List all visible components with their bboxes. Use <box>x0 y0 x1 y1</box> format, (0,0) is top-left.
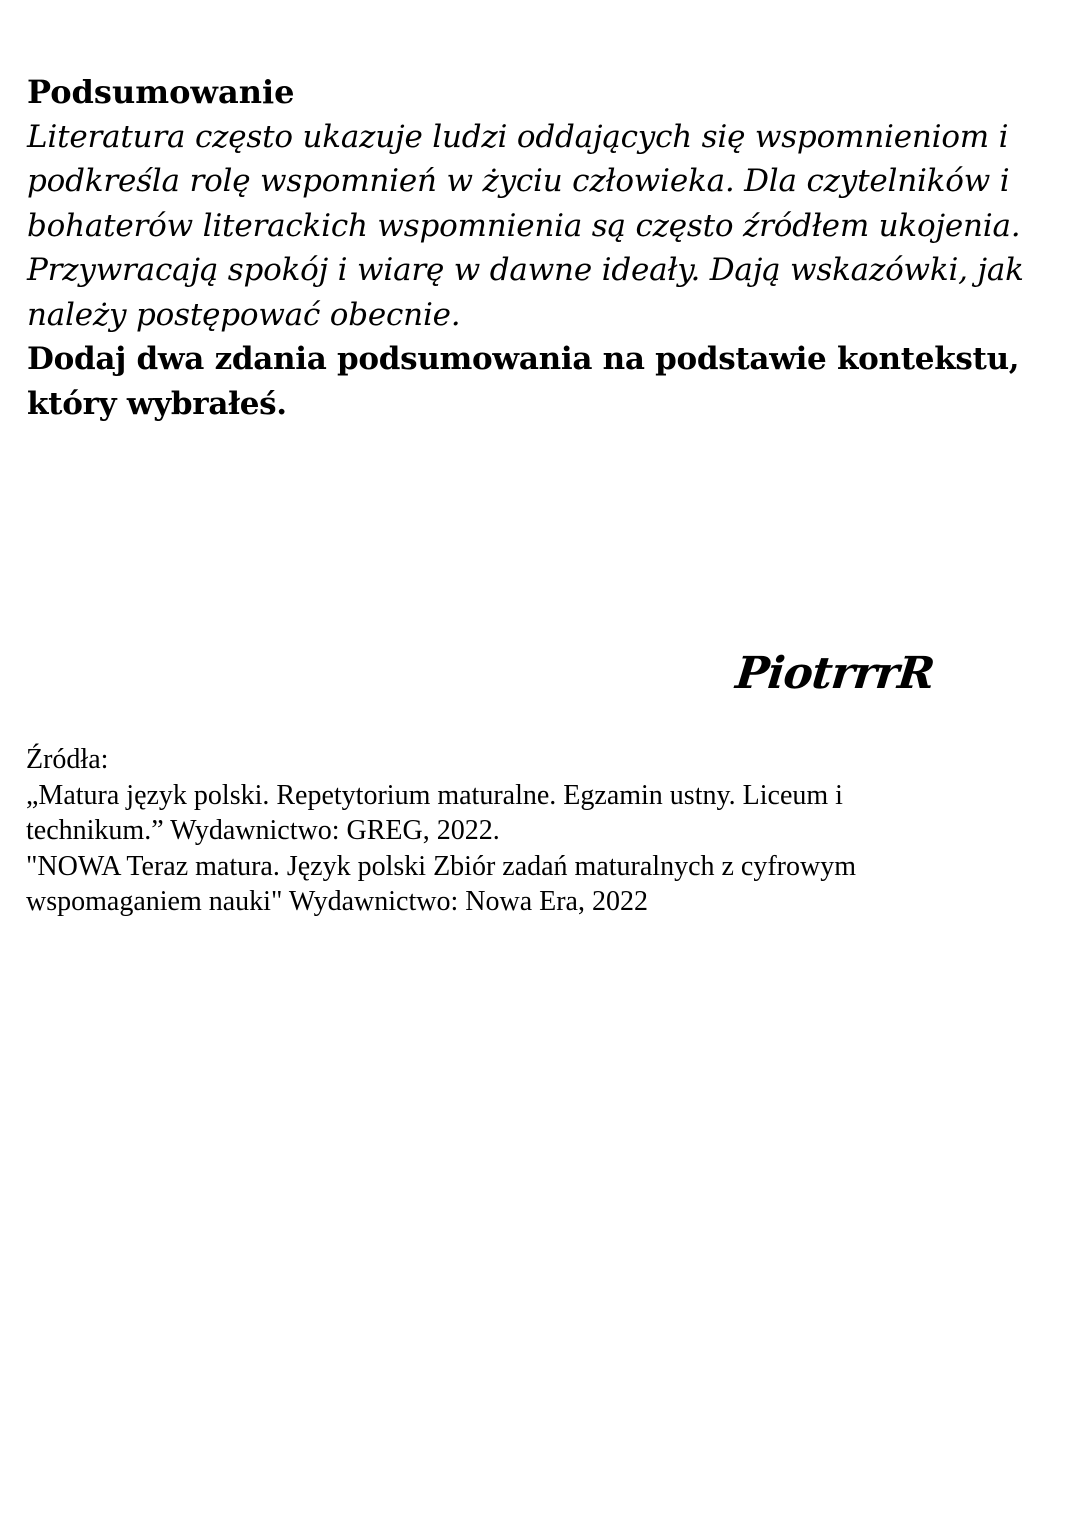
summary-section <box>27 70 1057 426</box>
summary-instruction <box>27 337 1057 426</box>
source-entry-line: „Matura język polski. Repetytorium maturalne. Egzamin ustny. Liceum i <box>26 779 843 811</box>
sources-label: Źródła: <box>26 744 109 775</box>
summary-body-line: Przywracają spokój i wiarę w dawne ideały. Dają wskazówki, jak <box>27 252 1024 288</box>
summary-body-line: należy postępować obecnie. <box>27 296 461 333</box>
summary-body-line: podkreśla rolę wspomnień w życiu człowieka. Dla czytelników i <box>27 163 1010 199</box>
source-entry-line: technikum.” Wydawnictwo: GREG, 2022. <box>26 815 500 846</box>
source-entry <box>26 778 1046 849</box>
summary-body-line: bohaterów literackich wspomnienia są często źródłem ukojenia. <box>27 207 1021 244</box>
source-entry <box>26 849 1046 920</box>
sources-section <box>26 742 1046 920</box>
source-entry-line: "NOWA Teraz matura. Język polski Zbiór zadań maturalnych z cyfrowym <box>26 850 857 882</box>
summary-heading: Podsumowanie <box>27 73 295 111</box>
source-entry-line: wspomaganiem nauki" Wydawnictwo: Nowa Era, 2022 <box>26 886 648 917</box>
summary-body-line: Literatura często ukazuje ludzi oddających się wspomnieniom i <box>27 118 1009 155</box>
author-signature: PiotrrrR <box>733 648 937 699</box>
summary-body <box>27 115 1057 338</box>
summary-instruction-line: Dodaj dwa zdania podsumowania na podstawie kontekstu, <box>27 341 1020 377</box>
summary-instruction-line: który wybrałeś. <box>27 385 287 422</box>
